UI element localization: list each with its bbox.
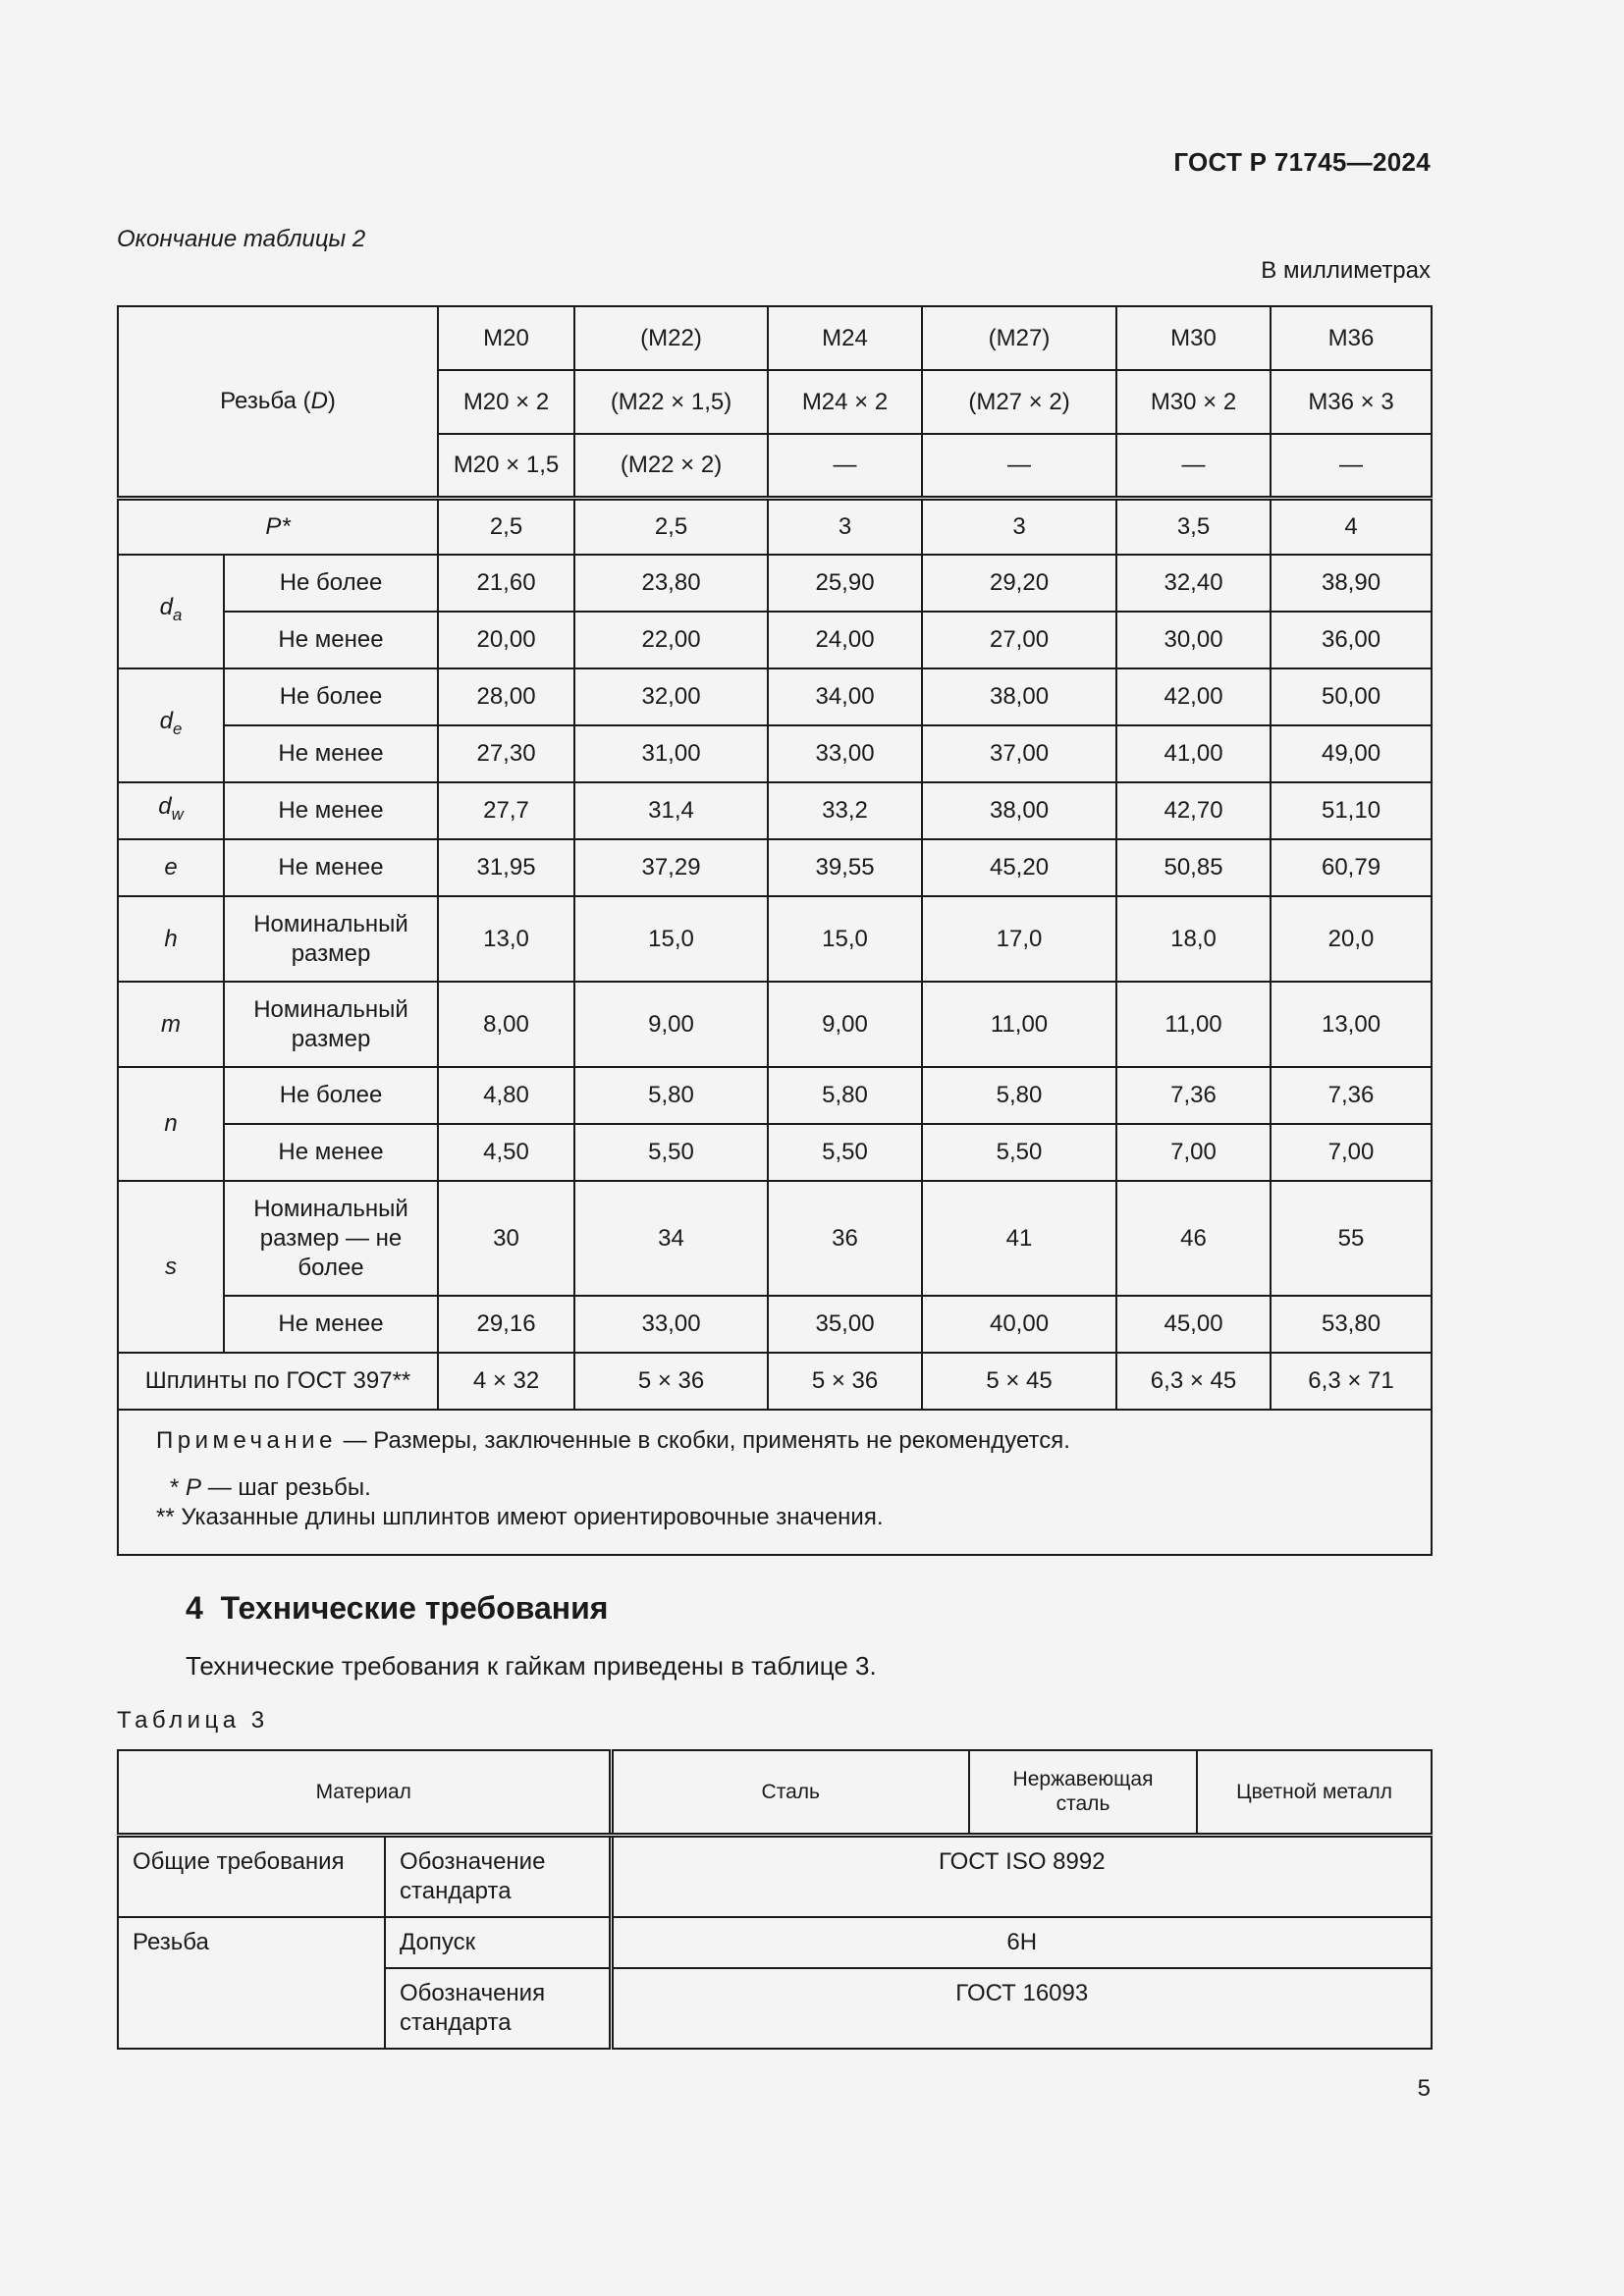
thread-main-cell: M24 bbox=[768, 306, 922, 370]
table-cell: 46 bbox=[1116, 1181, 1271, 1296]
symbol-da: $d_a$ bbox=[118, 555, 224, 668]
thread-fine-cell: (M22 × 2) bbox=[574, 434, 768, 498]
table-cell: 29,20 bbox=[922, 555, 1116, 612]
table-cell: 51,10 bbox=[1271, 782, 1432, 839]
table-cell: 30,00 bbox=[1116, 612, 1271, 668]
thread-fine-cell: M30 × 2 bbox=[1116, 370, 1271, 434]
limit-label: Не менее bbox=[224, 782, 438, 839]
pitch-label: P* bbox=[118, 498, 438, 555]
table-cell: 7,36 bbox=[1271, 1067, 1432, 1124]
table-cell: 5,50 bbox=[922, 1124, 1116, 1181]
thread-fine-cell: — bbox=[1116, 434, 1271, 498]
table-cell: 38,00 bbox=[922, 668, 1116, 725]
section-heading: 4 Технические требования bbox=[186, 1590, 609, 1626]
symbol-n: n bbox=[118, 1067, 224, 1181]
limit-label: Не более bbox=[224, 1067, 438, 1124]
limit-label: Не менее bbox=[224, 839, 438, 896]
table-cell: 11,00 bbox=[922, 982, 1116, 1067]
limit-label: Не более bbox=[224, 668, 438, 725]
table-cell: 33,2 bbox=[768, 782, 922, 839]
symbol-h: h bbox=[118, 896, 224, 982]
table-cell: 15,0 bbox=[574, 896, 768, 982]
nominal-label: Номинальный размер bbox=[224, 982, 438, 1067]
limit-label: Не более bbox=[224, 555, 438, 612]
table-cell: 8,00 bbox=[438, 982, 574, 1067]
table-cell: 31,95 bbox=[438, 839, 574, 896]
table-cell: 25,90 bbox=[768, 555, 922, 612]
thread-fine-cell: — bbox=[922, 434, 1116, 498]
pins-label: Шплинты по ГОСТ 397** bbox=[118, 1353, 438, 1410]
general-requirements-label: Общие требования bbox=[118, 1835, 385, 1917]
thread-fine-cell: M20 × 1,5 bbox=[438, 434, 574, 498]
table-cell: 27,7 bbox=[438, 782, 574, 839]
table-cell: 31,00 bbox=[574, 725, 768, 782]
footnote-pins: ** Указанные длины шплинтов имеют ориентировочные значения. bbox=[156, 1504, 884, 1530]
table-cell: 7,00 bbox=[1116, 1124, 1271, 1181]
table-cell: 50,00 bbox=[1271, 668, 1432, 725]
table-cell: 20,0 bbox=[1271, 896, 1432, 982]
table-cell: 23,80 bbox=[574, 555, 768, 612]
steel-header: Сталь bbox=[611, 1750, 969, 1835]
table-cell: 29,16 bbox=[438, 1296, 574, 1353]
table-cell: 18,0 bbox=[1116, 896, 1271, 982]
table-cell: 24,00 bbox=[768, 612, 922, 668]
general-standard-value: ГОСТ ISO 8992 bbox=[611, 1835, 1432, 1917]
thread-header bbox=[118, 306, 438, 498]
thread-label: Резьба bbox=[118, 1917, 385, 2049]
table-cell: 4,50 bbox=[438, 1124, 574, 1181]
table-cell: 33,00 bbox=[768, 725, 922, 782]
table-cell: 7,00 bbox=[1271, 1124, 1432, 1181]
nonferrous-header: Цветной металл bbox=[1197, 1750, 1432, 1835]
thread-fine-cell: M20 × 2 bbox=[438, 370, 574, 434]
symbol-m: m bbox=[118, 982, 224, 1067]
dimensions-table bbox=[117, 305, 1433, 1556]
symbol-s: s bbox=[118, 1181, 224, 1353]
table-cell: 31,4 bbox=[574, 782, 768, 839]
symbol-dw: $d_w$ bbox=[118, 782, 224, 839]
table-cell: 27,30 bbox=[438, 725, 574, 782]
table-cell: 4,80 bbox=[438, 1067, 574, 1124]
table-cell: 15,0 bbox=[768, 896, 922, 982]
table-cell: 27,00 bbox=[922, 612, 1116, 668]
table-cell: 36 bbox=[768, 1181, 922, 1296]
symbol-de: $d_e$ bbox=[118, 668, 224, 782]
thread-label: Резьба (D) bbox=[220, 387, 336, 414]
table-cell: 5,80 bbox=[574, 1067, 768, 1124]
page-number: 5 bbox=[1417, 2075, 1431, 2102]
table-cell: 5,50 bbox=[574, 1124, 768, 1181]
limit-label: Не менее bbox=[224, 1124, 438, 1181]
table-caption: Окончание таблицы 2 bbox=[117, 226, 366, 252]
thread-fine-cell: (M27 × 2) bbox=[922, 370, 1116, 434]
table-cell: 9,00 bbox=[768, 982, 922, 1067]
table-cell: 40,00 bbox=[922, 1296, 1116, 1353]
table-cell: 35,00 bbox=[768, 1296, 922, 1353]
nominal-label: Номинальный размер bbox=[224, 896, 438, 982]
table-cell: 5 × 36 bbox=[574, 1353, 768, 1410]
thread-standard-value: ГОСТ 16093 bbox=[611, 1968, 1432, 2049]
table-cell: 49,00 bbox=[1271, 725, 1432, 782]
units-label: В миллиметрах bbox=[1261, 257, 1431, 284]
table-cell: 32,00 bbox=[574, 668, 768, 725]
thread-fine-cell: — bbox=[768, 434, 922, 498]
thread-main-cell: M20 bbox=[438, 306, 574, 370]
thread-main-cell: (M27) bbox=[922, 306, 1116, 370]
note: Примечание — Размеры, заключенные в скобки, применять не рекомендуется. bbox=[156, 1427, 1070, 1454]
table-cell: 17,0 bbox=[922, 896, 1116, 982]
table-cell: 34,00 bbox=[768, 668, 922, 725]
table-cell: 3 bbox=[922, 498, 1116, 555]
thread-fine-cell: (M22 × 1,5) bbox=[574, 370, 768, 434]
table-cell: 7,36 bbox=[1116, 1067, 1271, 1124]
stainless-header: Нержавеющая сталь bbox=[969, 1750, 1197, 1835]
limit-label: Не менее bbox=[224, 612, 438, 668]
table-cell: 6,3 × 45 bbox=[1116, 1353, 1271, 1410]
table-cell: 60,79 bbox=[1271, 839, 1432, 896]
table-cell: 22,00 bbox=[574, 612, 768, 668]
table-cell: 38,90 bbox=[1271, 555, 1432, 612]
table-cell: 39,55 bbox=[768, 839, 922, 896]
symbol-e: e bbox=[118, 839, 224, 896]
thread-main-cell: (M22) bbox=[574, 306, 768, 370]
tolerance-label: Допуск bbox=[385, 1917, 611, 1968]
table-cell: 21,60 bbox=[438, 555, 574, 612]
limit-label: Не менее bbox=[224, 1296, 438, 1353]
table-cell: 37,29 bbox=[574, 839, 768, 896]
table-cell: 4 bbox=[1271, 498, 1432, 555]
table-cell: 55 bbox=[1271, 1181, 1432, 1296]
table-cell: 11,00 bbox=[1116, 982, 1271, 1067]
table-cell: 38,00 bbox=[922, 782, 1116, 839]
table-cell: 30 bbox=[438, 1181, 574, 1296]
table-cell: 13,0 bbox=[438, 896, 574, 982]
thread-fine-cell: M36 × 3 bbox=[1271, 370, 1432, 434]
table-cell: 33,00 bbox=[574, 1296, 768, 1353]
table3-caption: Таблица 3 bbox=[117, 1707, 269, 1734]
table-cell: 50,85 bbox=[1116, 839, 1271, 896]
table-cell: 9,00 bbox=[574, 982, 768, 1067]
table-cell: 53,80 bbox=[1271, 1296, 1432, 1353]
table-cell: 4 × 32 bbox=[438, 1353, 574, 1410]
table-cell: 34 bbox=[574, 1181, 768, 1296]
standard-code: ГОСТ Р 71745—2024 bbox=[1173, 147, 1431, 177]
table-cell: 42,00 bbox=[1116, 668, 1271, 725]
limit-label: Не менее bbox=[224, 725, 438, 782]
thread-fine-cell: — bbox=[1271, 434, 1432, 498]
table-cell: 6,3 × 71 bbox=[1271, 1353, 1432, 1410]
section-text: Технические требования к гайкам приведены в таблице 3. bbox=[186, 1651, 877, 1681]
table-cell: 5,80 bbox=[922, 1067, 1116, 1124]
thread-main-cell: M36 bbox=[1271, 306, 1432, 370]
table-cell: 3 bbox=[768, 498, 922, 555]
table-cell: 28,00 bbox=[438, 668, 574, 725]
table-cell: 5 × 45 bbox=[922, 1353, 1116, 1410]
table-cell: 45,00 bbox=[1116, 1296, 1271, 1353]
standard-label: Обозначение стандарта bbox=[385, 1835, 611, 1917]
table-cell: 41 bbox=[922, 1181, 1116, 1296]
thread-fine-cell: M24 × 2 bbox=[768, 370, 922, 434]
tolerance-value: 6H bbox=[611, 1917, 1432, 1968]
table-cell: 5,50 bbox=[768, 1124, 922, 1181]
nominal-label: Номинальный размер — не более bbox=[224, 1181, 438, 1296]
table-cell: 13,00 bbox=[1271, 982, 1432, 1067]
table-cell: 2,5 bbox=[438, 498, 574, 555]
material-header: Материал bbox=[118, 1750, 611, 1835]
table-cell: 3,5 bbox=[1116, 498, 1271, 555]
table-cell: 20,00 bbox=[438, 612, 574, 668]
table-cell: 45,20 bbox=[922, 839, 1116, 896]
standards-label: Обозначения стандарта bbox=[385, 1968, 611, 2049]
table-cell: 5,80 bbox=[768, 1067, 922, 1124]
table-notes bbox=[118, 1410, 1432, 1555]
table-cell: 5 × 36 bbox=[768, 1353, 922, 1410]
table-cell: 41,00 bbox=[1116, 725, 1271, 782]
requirements-table bbox=[117, 1749, 1433, 2050]
thread-main-cell: M30 bbox=[1116, 306, 1271, 370]
table-cell: 2,5 bbox=[574, 498, 768, 555]
table-cell: 36,00 bbox=[1271, 612, 1432, 668]
table-cell: 42,70 bbox=[1116, 782, 1271, 839]
table-cell: 37,00 bbox=[922, 725, 1116, 782]
footnote-pitch: * P — шаг резьбы. bbox=[170, 1474, 371, 1501]
table-cell: 32,40 bbox=[1116, 555, 1271, 612]
